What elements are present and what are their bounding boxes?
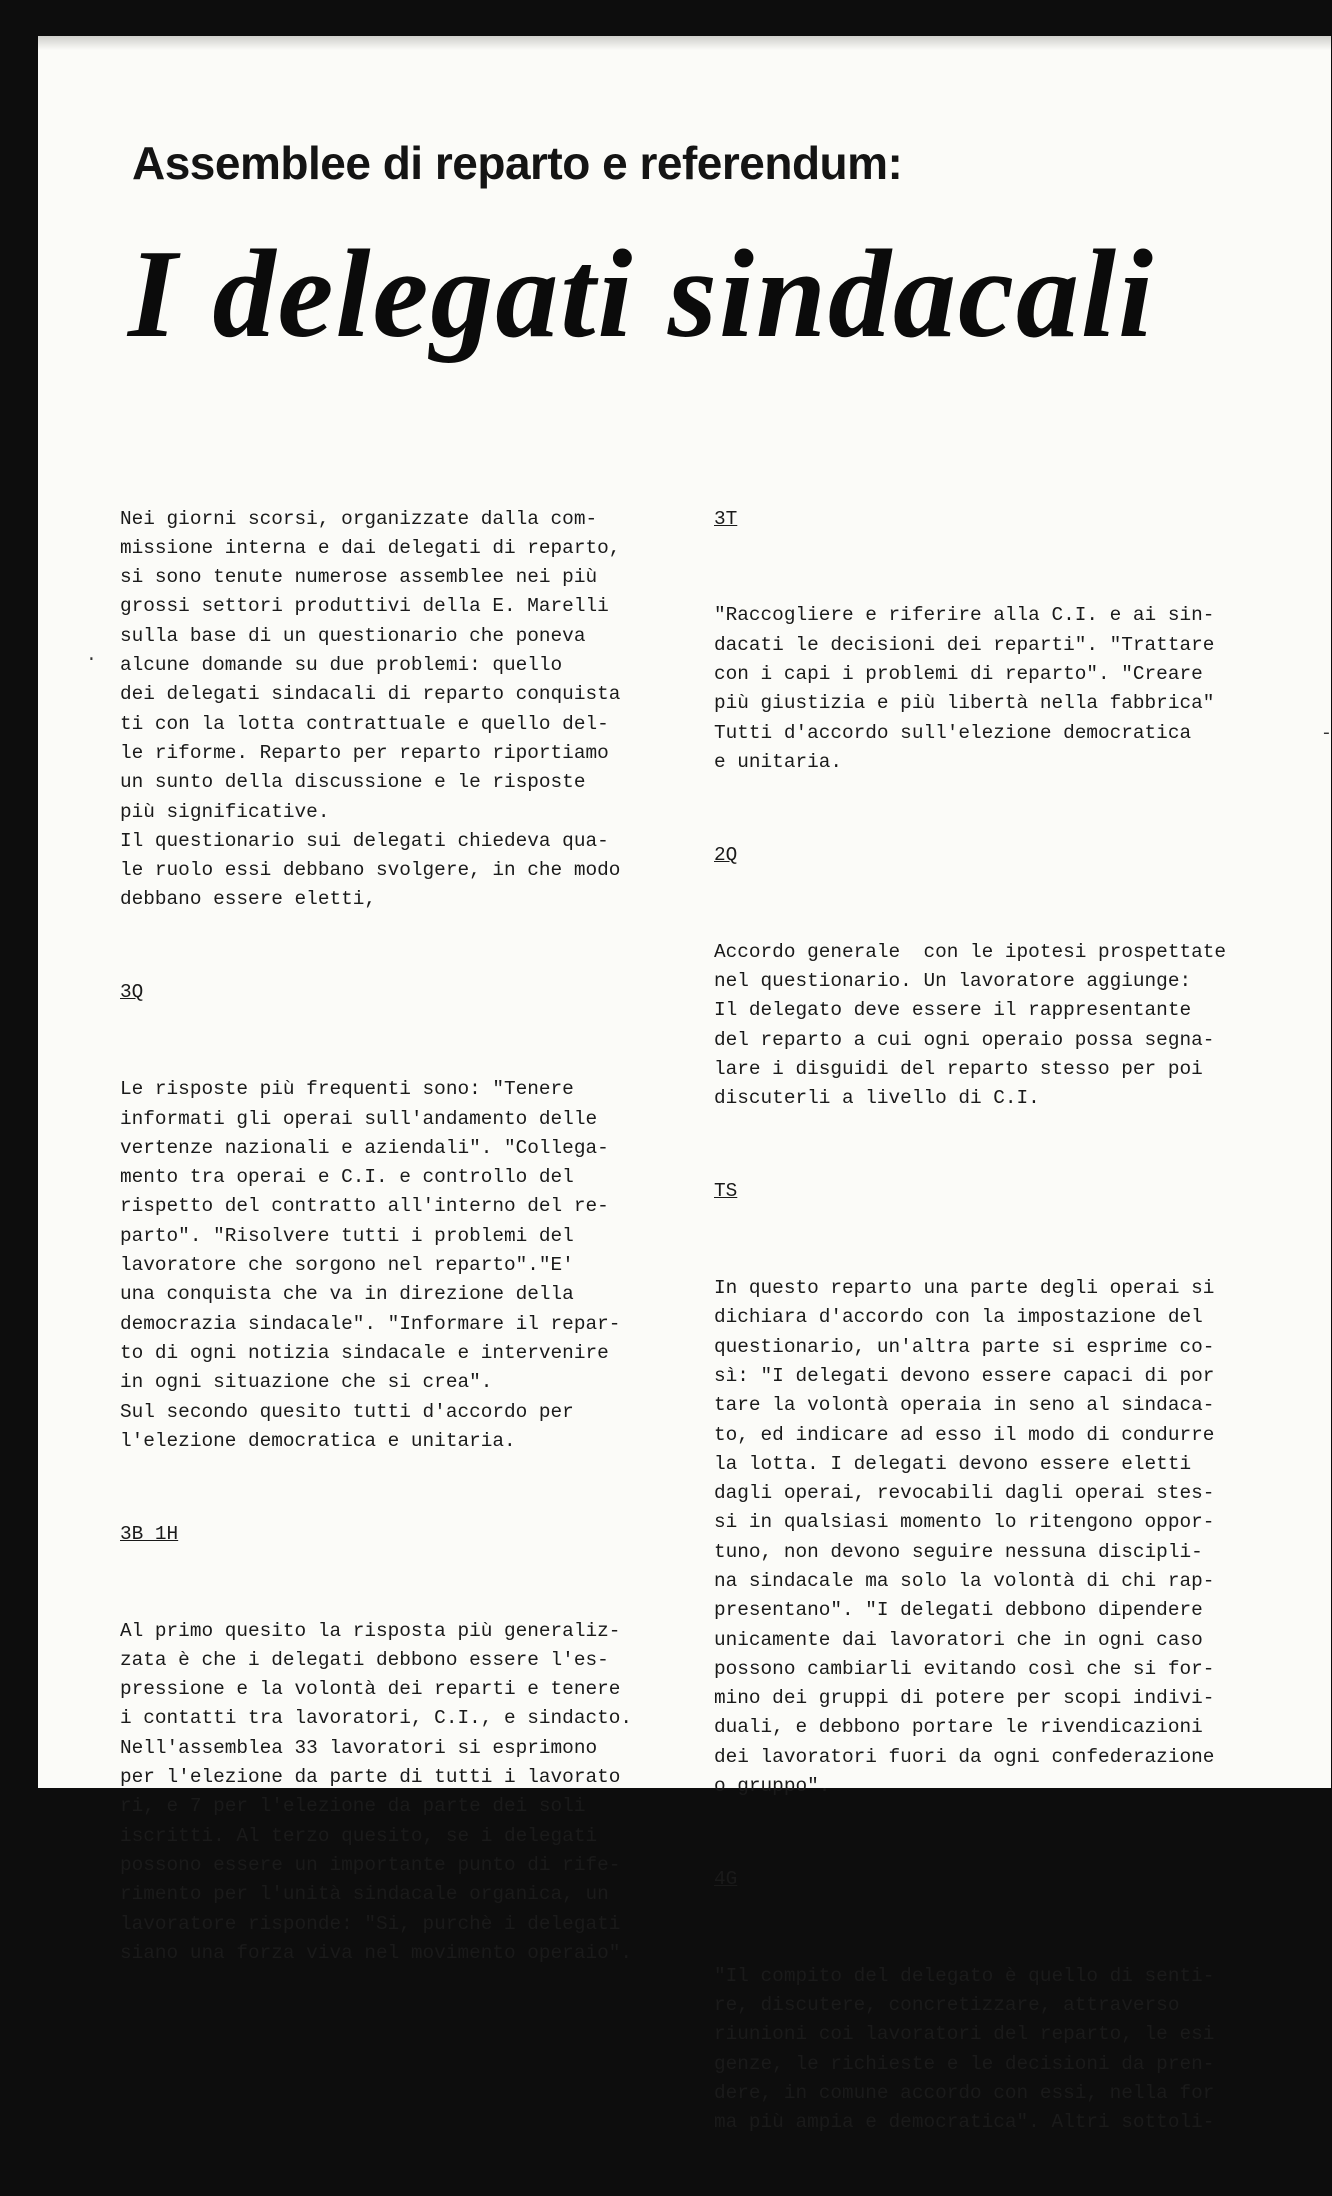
section-label-3t: 3T [714, 507, 738, 530]
right-column [714, 446, 1226, 2196]
left-column [120, 446, 632, 2027]
section-text-3b-1h: Al primo quesito la risposta più generaliz- zata è che i delegati debbono essere l'es- pressione e la volontà dei reparti e tenere i contatti tra lavoratori, C.I., e sindacto. Nell'assemblea 33 lavoratori si esprimono per l'elezione da parte di tutti i lavorato ri, e 7 per l'elezione da parte dei soli iscritti. Al terzo quesito, se i delegati possono essere un importante punto di rife- rimento per l'unità sindacale organica, un lavoratore risponde: "Si, purchè i delegati siano una forza viva nel movimento operaio". [120, 1619, 632, 1964]
section-label-2q: 2Q [714, 843, 738, 866]
section-label-ts: TS [714, 1180, 738, 1203]
section-text-3q: Le risposte più frequenti sono: "Tenere informati gli operai sull'andamento delle vertenze nazionali e aziendali". "Collega- mento tra operai e C.I. e controllo del rispetto del contratto all'interno del re- parto". "Risolvere tutti i problemi del lavoratore che sorgono nel reparto"."E' una conquista che va in direzione della democrazia sindacale". "Informare il repar- to di ogni notizia sindacale e intervenire in ogni situazione che si crea". Sul secondo quesito tutti d'accordo per l'elezione democratica e unitaria. [120, 1078, 621, 1452]
section-label-3q: 3Q [120, 981, 144, 1004]
margin-mark: · [86, 650, 97, 670]
article-kicker: Assemblee di reparto e referendum: [132, 137, 903, 189]
intro-paragraph: Nei giorni scorsi, organizzate dalla com- missione interna e dai delegati di reparto, si sono tenute numerose assemblee nei più grossi settori produttivi della E. Marelli sulla base di un questionario che poneva alcune domande su due problemi: quello dei delegati sindacali di reparto conquista ti con la lotta contrattuale e quello del- le riforme. Reparto per reparto riportiamo un sunto della discussione e le risposte più significative. Il questionario sui delegati chiedeva qua- le ruolo essi debbano svolgere, in che modo debbano essere eletti, [120, 507, 621, 911]
section-text-3t: "Raccogliere e riferire alla C.I. e ai sin- dacati le decisioni dei reparti". "Trattare con i capi i problemi di reparto". "Creare più giustizia e più libertà nella fabbrica" Tutti d'accordo sull'elezione democratica e unitaria. [714, 604, 1215, 773]
section-label-4g: 4G [714, 1867, 738, 1890]
section-text-2q: Accordo generale con le ipotesi prospettate nel questionario. Un lavoratore aggiunge: Il delegato deve essere il rappresentante del reparto a cui ogni operaio possa segna- lare i disguidi del reparto stesso per poi discuterli a livello di C.I. [714, 940, 1226, 1110]
document-page [38, 36, 1332, 2134]
section-text-4g: "Il compito del delegato è quello di senti- re, discutere, concretizzare, attraverso riunioni coi lavoratori del reparto, le esi genze, le richieste e le decisioni da pren- dere, in comune accordo con essi, nella for ma più ampia e democratica". Altri sottoli- [714, 1964, 1215, 2134]
section-label-3b-1h: 3B 1H [120, 1522, 179, 1545]
article-headline: I delegati sindacali [128, 225, 1155, 364]
section-text-ts: In questo reparto una parte degli operai si dichiara d'accordo con la impostazione del questionario, un'altra parte si esprime co- sì: "I delegati devono essere capaci di por tare la volontà operaia in seno al sindaca- to, ed indicare ad esso il modo di condurre la lotta. I delegati devono essere eletti dagli operai, revocabili dagli operai stes- si in qualsiasi momento lo ritengono oppor- tuno, non devono seguire nessuna discipli- na sindacale ma solo la volontà di chi rap- presentano". "I delegati debbono dipendere unicamente dai lavoratori che in ogni caso possono cambiarli evitando così che si for- mino dei gruppi di potere per scopi indivi- duali, e debbono portare le rivendicazioni dei lavoratori fuori da ogni confederazione o gruppo". [714, 1277, 1215, 1798]
margin-mark: - [1321, 724, 1332, 744]
